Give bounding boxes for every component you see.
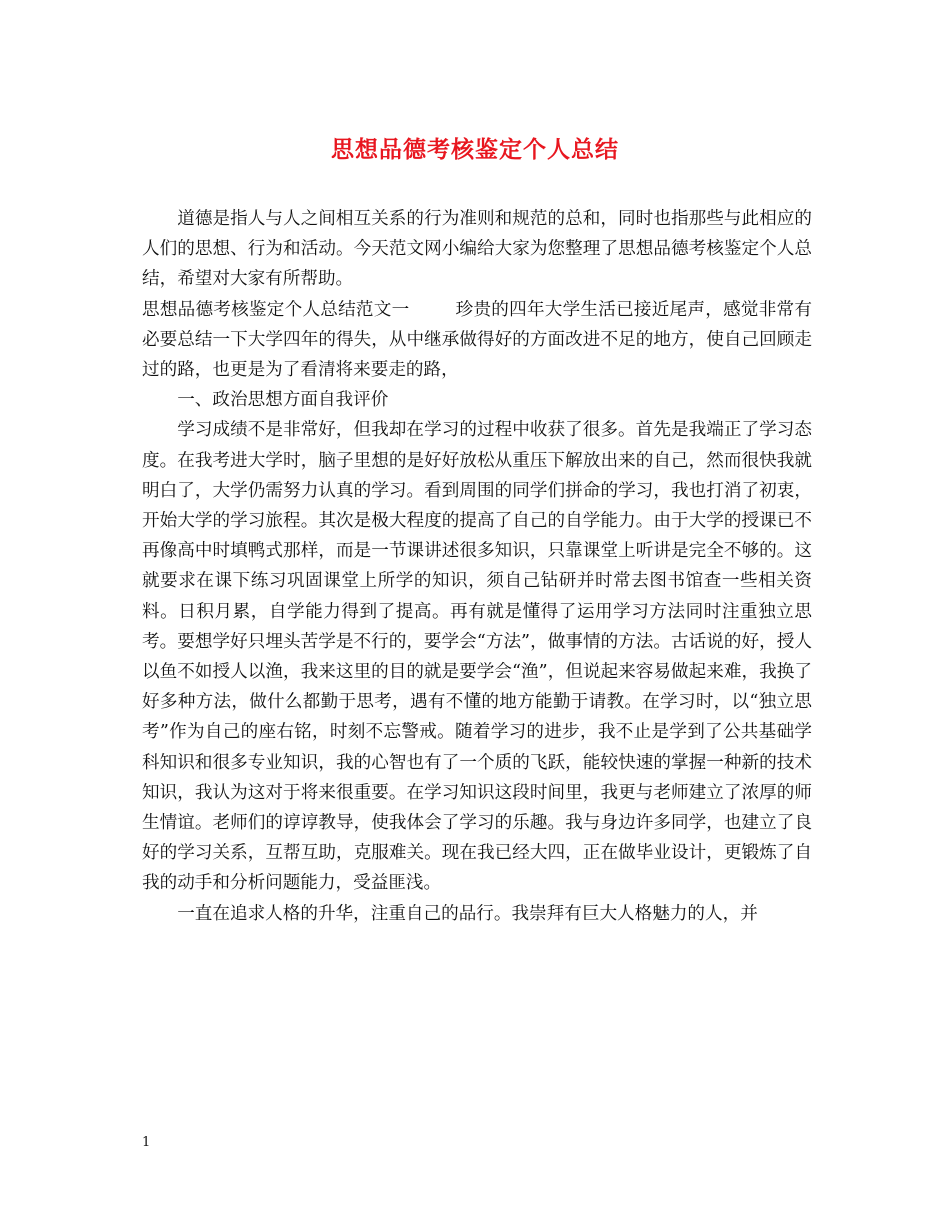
sample-paragraph bbox=[142, 295, 812, 386]
character-paragraph: 一直在追求人格的升华，注重自己的品行。我崇拜有巨大人格魅力的人，并 bbox=[177, 903, 758, 924]
sample-opening-text: 珍贵的四年大学生活已接近尾声，感觉非常有必要总结一下大学四年的得失，从中继承做得好的方面改进不足的地方，使自己回顾走过的路，也更是为了看清将来要走的路， bbox=[142, 299, 812, 381]
section-heading: 一、政治思想方面自我评价 bbox=[177, 390, 389, 411]
page-number: 1 bbox=[142, 1135, 151, 1150]
page-title: 思想品德考核鉴定个人总结 bbox=[331, 136, 619, 163]
intro-paragraph: 道德是指人与人之间相互关系的行为准则和规范的总和，同时也指那些与此相应的人们的思想、行为和活动。今天范文网小编给大家为您整理了思想品德考核鉴定个人总结，希望对大家有所帮助。 bbox=[142, 209, 812, 290]
document-body bbox=[142, 204, 812, 929]
study-paragraph: 学习成绩不是非常好，但我却在学习的过程中收获了很多。首先是我端正了学习态度。在我考进大学时，脑子里想的是好好放松从重压下解放出来的自己，然而很快我就明白了，大学仍需努力认真的学习。看到周围的同学们拼命的学习，我也打消了初衷，开始大学的学习旅程。其次是极大程度的提高了自己的自学能力。由于大学的授课已不再像高中时填鸭式那样，而是一节课讲述很多知识，只靠课堂上听讲是完全不够的。这就要求在课下练习巩固课堂上所学的知识，须自己钻研并时常去图书馆查一些相关资料。日积月累，自学能力得到了提高。再有就是懂得了运用学习方法同时注重独立思考。要想学好只埋头苦学是不行的，要学会“方法”，做事情的方法。古话说的好，授人以鱼不如授人以渔，我来这里的目的就是要学会“渔”，但说起来容易做起来难，我换了好多种方法，做什么都勤于思考，遇有不懂的地方能勤于请教。在学习时，以“独立思考”作为自己的座右铭，时刻不忘警戒。随着学习的进步，我不止是学到了公共基础学科知识和很多专业知识，我的心智也有了一个质的飞跃，能较快速的掌握一种新的技术知识，我认为这对于将来很重要。在学习知识这段时间里，我更与老师建立了浓厚的师生情谊。老师们的谆谆教导，使我体会了学习的乐趣。我与身边许多同学，也建立了良好的学习关系，互帮互助，克服难关。现在我已经大四，正在做毕业设计，更锻炼了自我的动手和分析问题能力，受益匪浅。 bbox=[142, 420, 812, 894]
sample-heading: 思想品德考核鉴定个人总结范文一 bbox=[142, 299, 410, 320]
